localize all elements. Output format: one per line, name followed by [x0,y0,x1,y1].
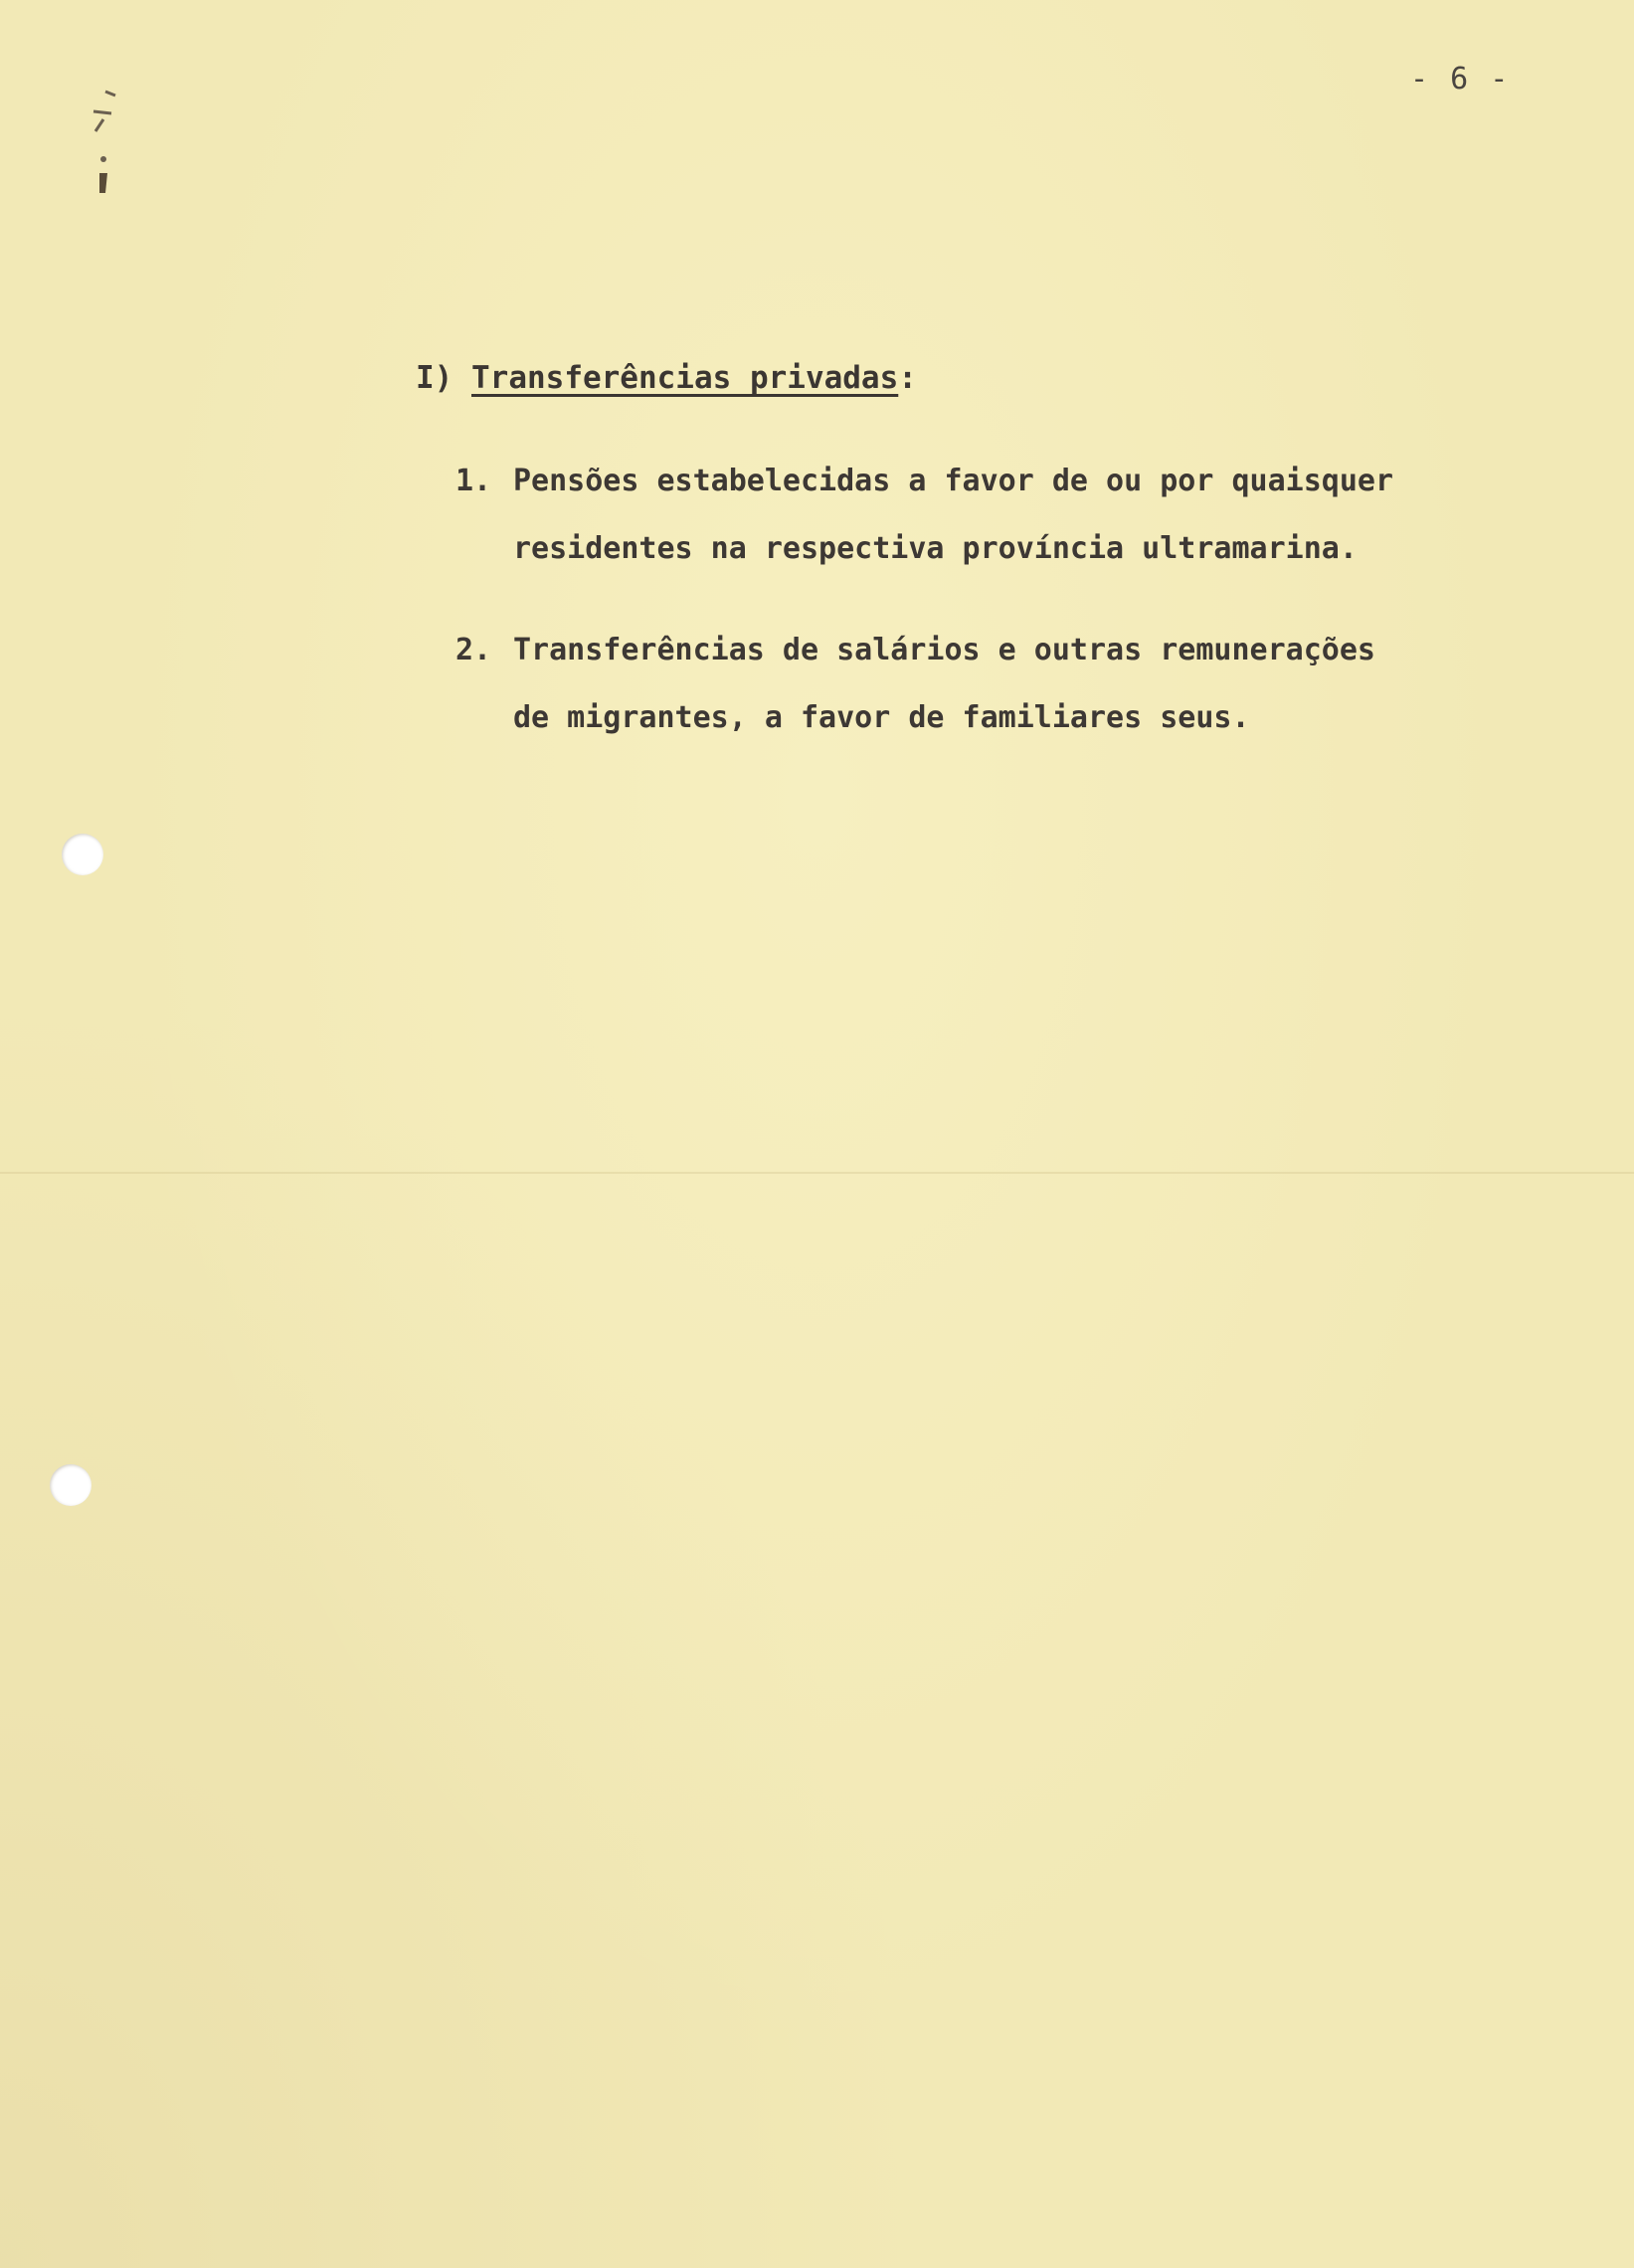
list-item-number: 2. [455,633,492,667]
list-item-text-line2: de migrantes, a favor de familiares seus. [513,700,1250,735]
section-heading-title: Transferências privadas [471,360,899,396]
list-item-text-line1: Pensões estabelecidas a favor de ou por quaisquer [513,464,1394,498]
section-heading-marker: I) [416,360,454,396]
list-item [455,617,1375,752]
list-item-text-line2: residentes na respectiva província ultramarina. [513,531,1358,566]
paper-fold-line [0,1172,1634,1174]
section-heading-colon: : [898,360,917,396]
staple-mark-icon [86,90,121,199]
list-item [455,448,1393,583]
section-heading [416,360,917,396]
page-number: - 6 - [1410,62,1511,96]
list-item-text-line1: Transferências de salários e outras remunerações [513,633,1375,667]
punch-hole [62,834,103,875]
punch-hole [50,1464,91,1506]
list-item-number: 1. [455,464,492,498]
